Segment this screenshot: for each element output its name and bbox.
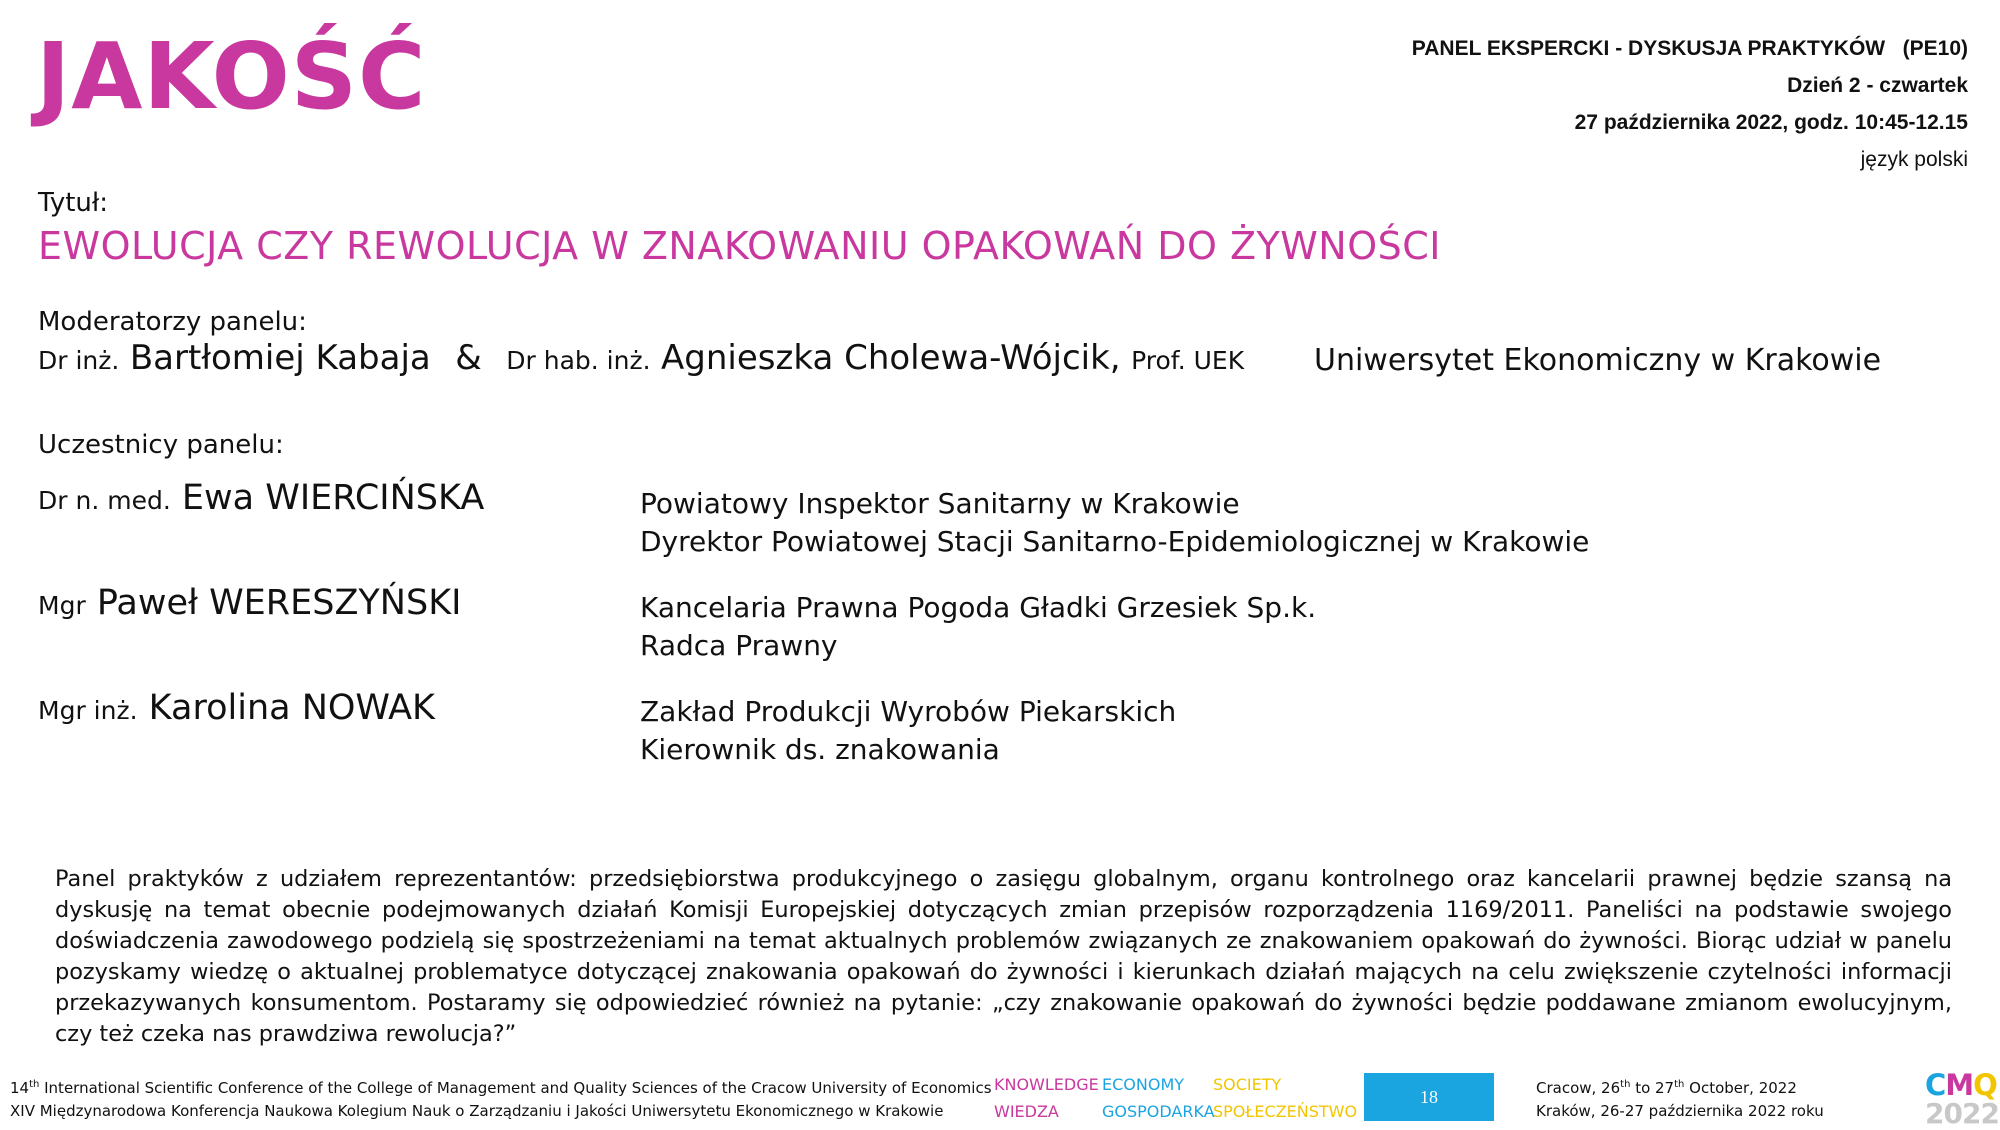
participant-2-name-line — [38, 583, 461, 623]
moderator1-title: Dr inż. — [38, 346, 120, 375]
moderator2-title: Dr hab. inż. — [506, 346, 651, 375]
footer-conf-num: 14 — [10, 1079, 30, 1097]
participant-1-aff-line2: Dyrektor Powiatowej Stacji Sanitarno-Epidemiologicznej w Krakowie — [640, 525, 1590, 558]
moderator2-suffix: Prof. UEK — [1131, 346, 1245, 375]
cmq-logo: CMQ 2022 — [1925, 1068, 1999, 1130]
footer-date-sup1: th — [1620, 1079, 1631, 1090]
footer-date-c: October, 2022 — [1684, 1079, 1797, 1097]
participant-1-affiliation — [640, 485, 1589, 561]
participant-1-name-line — [38, 478, 484, 518]
topic-label: Tytuł: — [38, 188, 109, 218]
moderator2-name: Agnieszka Cholewa-Wójcik, — [661, 338, 1121, 378]
panel-description: Panel praktyków z udziałem reprezentantów: przedsiębiorstwa produkcyjnego o zasięgu globalnym, organu kontrolnego oraz kancelarii prawnej będzie szansą na dyskusję na temat obecnie podejmowanych działań Komisji Europejskiej dotyczących zmian przepisów rozporządzenia 1169/2011. Paneliści na podstawie swojego doświadczenia zawodowego podzielą się spostrzeżeniami na temat aktualnych problemów związanych ze znakowaniem opakowań do żywności. Biorąc udział w panelu pozyskamy wiedzę o aktualnej problematyce dotyczącej znakowania opakowań do żywności i kierunkach działań mających na celu zwiększenie czytelności informacji przekazywanych konsumentom. Postaramy się odpowiedzieć również na pytanie: „czy znakowanie opakowań do żywności będzie poddawane zmianom ewolucyjnym, czy też czeka nas prawdziwa rewolucja?” — [55, 866, 1952, 1047]
section-title: JAKOŚĆ — [36, 23, 427, 130]
participant-1-name: Ewa WIERCIŃSKA — [181, 478, 485, 518]
kw-knowledge: KNOWLEDGE — [994, 1075, 1099, 1094]
participant-3-aff-line2: Kierownik ds. znakowania — [640, 733, 1000, 766]
footer-date-b: to 27 — [1630, 1079, 1675, 1097]
participant-3-aff-line1: Zakład Produkcji Wyrobów Piekarskich — [640, 695, 1177, 728]
participant-2-aff-line1: Kancelaria Prawna Pogoda Gładki Grzesiek Sp.k. — [640, 591, 1317, 624]
topic-title: EWOLUCJA CZY REWOLUCJA W ZNAKOWANIU OPAKOWAŃ DO ŻYWNOŚCI — [38, 224, 1441, 268]
participant-3-affiliation — [640, 693, 1176, 769]
session-day: Dzień 2 - czwartek — [1787, 74, 1968, 97]
participant-2-title: Mgr — [38, 591, 86, 620]
session-language: język polski — [1860, 148, 1968, 171]
footer-date-a: Cracow, 26 — [1536, 1079, 1621, 1097]
logo-year: 2022 — [1925, 1097, 1999, 1130]
moderators-line — [38, 338, 1244, 378]
session-header — [1412, 30, 1968, 178]
participant-3-name: Karolina NOWAK — [148, 688, 436, 728]
kw-gospodarka: GOSPODARKA — [1102, 1102, 1215, 1121]
footer-date-sup2: th — [1674, 1079, 1685, 1090]
participant-2-name: Paweł WERESZYŃSKI — [96, 583, 462, 623]
kw-economy: ECONOMY — [1102, 1075, 1185, 1094]
footer-conference-pl: XIV Międzynarodowa Konferencja Naukowa Kolegium Nauk o Zarządzaniu i Jakości Uniwersytetu Ekonomicznego w Krakowie — [10, 1102, 944, 1120]
kw-wiedza: WIEDZA — [994, 1102, 1059, 1121]
moderators-ampersand: & — [455, 338, 482, 378]
moderators-institution: Uniwersytet Ekonomiczny w Krakowie — [1314, 343, 1882, 378]
kw-spoleczenstwo: SPOŁECZEŃSTWO — [1213, 1102, 1358, 1121]
participants-label: Uczestnicy panelu: — [38, 430, 284, 460]
footer-dates-pl: Kraków, 26-27 października 2022 roku — [1536, 1102, 1824, 1120]
footer-conf-sup: th — [29, 1079, 40, 1090]
footer-conf-rest: International Scientific Conference of the College of Management and Quality Sciences of the Cracow University of Economics — [39, 1079, 992, 1097]
participant-2-aff-line2: Radca Prawny — [640, 629, 838, 662]
moderators-label: Moderatorzy panelu: — [38, 307, 307, 337]
kw-society: SOCIETY — [1213, 1075, 1282, 1094]
panel-code: PANEL EKSPERCKI - DYSKUSJA PRAKTYKÓW (PE10) — [1411, 37, 1968, 60]
participant-1-title: Dr n. med. — [38, 486, 171, 515]
session-date: 27 października 2022, godz. 10:45-12.15 — [1574, 111, 1968, 134]
page-number: 18 — [1364, 1073, 1494, 1121]
participant-3-title: Mgr inż. — [38, 696, 138, 725]
moderator1-name: Bartłomiej Kabaja — [129, 338, 431, 378]
participant-3-name-line — [38, 688, 435, 728]
participant-2-affiliation — [640, 589, 1316, 665]
participant-1-aff-line1: Powiatowy Inspektor Sanitarny w Krakowie — [640, 487, 1240, 520]
